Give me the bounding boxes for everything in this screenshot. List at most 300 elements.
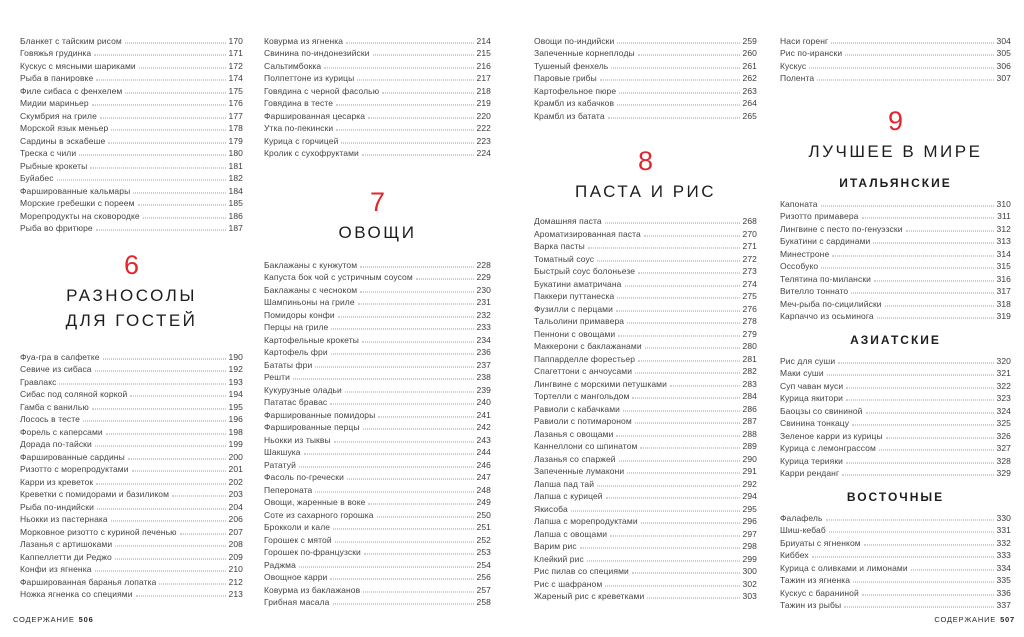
toc-entry [780,196,1011,209]
recipe-title: Перцы на гриле [264,322,329,332]
dot-leader [334,441,474,442]
toc-entry [20,146,243,159]
dot-leader [95,371,226,372]
toc-entry [534,96,757,109]
dot-leader [364,554,474,555]
dot-leader [83,421,226,422]
toc-entry [780,378,1011,391]
recipe-title: Рис по-ирански [780,48,843,58]
toc-entry [264,482,491,495]
toc-entry [20,121,243,134]
page-number: 292 [742,478,757,489]
recipe-title: Курица якитори [780,393,844,403]
toc-entry [534,339,757,352]
toc-entry [20,474,243,487]
recipe-title: Севиче из сибаса [20,364,92,374]
page-number: 302 [742,578,757,589]
recipe-title: Рис пилав со специями [534,566,629,576]
section-title: РАЗНОСОЛЫ [66,286,197,305]
recipe-title: Буйабес [20,173,54,183]
dot-leader [817,80,993,81]
dot-leader [623,410,740,411]
section-header [20,247,243,333]
toc-entry [20,83,243,96]
recipe-title: Баклажаны с кунжутом [264,259,358,270]
toc-entry [264,545,491,558]
dot-leader [95,571,226,572]
page-number: 296 [742,516,757,526]
dot-leader [333,529,473,530]
page-number: 252 [476,534,491,545]
recipe-title: Бриуаты с ягненком [780,537,861,548]
toc-entry-group [534,214,757,602]
dot-leader [616,435,739,436]
recipe-title: Клейкий рис [534,553,584,564]
page-number: 288 [742,428,757,439]
recipe-title: Рыба во фритюре [20,223,93,233]
page-number: 327 [996,443,1011,453]
footer-left-page-number: 506 [78,615,94,624]
page-number: 242 [476,422,491,432]
toc-entry [20,58,243,71]
toc-entry [534,351,757,364]
dot-leader [90,167,225,168]
page-number: 195 [228,401,243,412]
page-number: 289 [742,441,757,451]
dot-leader [879,450,994,451]
section-title: ПАСТА И РИС [574,181,717,201]
dot-leader [829,532,994,533]
toc-entry [780,259,1011,272]
dot-leader [611,67,739,68]
toc-entry [534,576,757,589]
recipe-title: Бланкет с тайским рисом [20,35,122,46]
page-number: 300 [742,566,757,576]
dot-leader [360,266,473,267]
dot-leader [877,318,994,319]
dot-leader [341,142,473,143]
recipe-title: Рататуй [264,459,296,470]
recipe-title: Ковурма из ягненка [264,35,344,46]
dot-leader [94,55,225,56]
toc-entry [534,414,757,427]
toc-entry [20,71,243,84]
toc-entry [534,439,757,452]
dot-leader [617,298,739,299]
recipe-title: Букатини с сардинами [780,236,871,246]
toc-entry [780,71,1011,84]
dot-leader [324,67,473,68]
recipe-title: Каппеллетти ди Реджо [20,551,112,562]
dot-leader [838,362,993,363]
recipe-title: Капоната [780,198,818,209]
dot-leader [580,548,740,549]
toc-entry [264,495,491,508]
toc-entry [264,407,491,420]
recipe-title: Меч-рыба по-сицилийски [780,298,882,309]
recipe-title: Лазанья со спаржей [534,453,616,464]
dot-leader [416,279,474,280]
toc-entry [264,121,491,134]
recipe-title: Лингвине с морскими петушками [534,378,667,389]
dot-leader [378,416,473,417]
dot-leader [133,192,225,193]
toc-entry [534,226,757,239]
toc-entry [534,251,757,264]
recipe-title: Конфи из ягненка [20,564,92,574]
dot-leader [842,475,993,476]
recipe-title: Скумбрия на гриле [20,110,97,121]
recipe-title: Курица с горчицей [264,135,339,146]
page-number: 313 [996,236,1011,246]
page-number: 299 [742,553,757,564]
page-number: 243 [476,434,491,445]
toc-entry-group [534,33,757,121]
toc-entry [780,598,1011,611]
section-header [534,143,757,204]
dot-leader [845,55,993,56]
dot-leader [360,291,473,292]
page-number: 203 [228,489,243,499]
recipe-title: Мидии мариньер [20,98,89,108]
recipe-title: Свинина по-индонезийски [264,48,370,58]
page-number: 204 [228,501,243,512]
page-number: 303 [742,591,757,601]
recipe-title: Тажин из рыбы [780,600,842,610]
dot-leader [864,544,994,545]
toc-entry [20,524,243,537]
recipe-title: Фаршированная цесарка [264,110,366,121]
page-number: 184 [228,185,243,196]
recipe-title: Ковурма из баклажанов [264,584,361,595]
toc-entry [780,209,1011,222]
dot-leader [625,285,740,286]
page-number: 208 [228,539,243,549]
page-number: 287 [742,416,757,426]
dot-leader [846,387,993,388]
dot-leader [608,117,740,118]
page-number: 261 [742,60,757,71]
recipe-title: Фалафель [780,512,823,523]
page-number: 254 [476,559,491,570]
toc-entry [20,587,243,600]
page-number: 190 [228,351,243,362]
page-number: 325 [996,418,1011,428]
toc-entry [20,574,243,587]
toc-entry [20,549,243,562]
toc-entry [534,401,757,414]
recipe-title: Бататы фри [264,359,313,370]
toc-entry [264,557,491,570]
toc-entry [264,420,491,433]
page-number: 317 [996,286,1011,296]
toc-entry [534,276,757,289]
dot-leader [627,473,739,474]
dot-leader [299,466,474,467]
page-number: 297 [742,528,757,539]
recipe-title: Лапша с курицей [534,491,603,501]
recipe-title: Картофельные крокеты [264,334,359,345]
toc-entry [20,487,243,500]
page-number: 207 [228,526,243,537]
toc-entry [20,537,243,550]
page-number: 282 [742,366,757,376]
recipe-title: Шиш-кебаб [780,525,826,535]
page-number: 311 [997,211,1011,221]
page-number: 253 [476,547,491,557]
toc-entry [780,585,1011,598]
dot-leader [635,423,740,424]
page-number: 186 [228,210,243,221]
dot-leader [59,383,225,384]
page-number: 283 [742,378,757,389]
page-number: 310 [996,198,1011,209]
dot-leader [345,391,474,392]
page-number: 249 [476,497,491,507]
dot-leader [640,448,739,449]
page-number: 215 [476,48,491,58]
recipe-title: Горошек по-французски [264,547,361,557]
page-number: 213 [228,589,243,599]
dot-leader [368,117,473,118]
dot-leader [635,373,739,374]
page-number: 268 [742,216,757,226]
recipe-title: Капуста бок чой с устричным соусом [264,272,413,282]
toc-entry [780,46,1011,59]
page-number: 316 [996,273,1011,284]
dot-leader [606,498,740,499]
toc-entry [20,208,243,221]
toc-entry [20,46,243,59]
dot-leader [619,460,740,461]
dot-leader [846,462,994,463]
toc-entry [780,353,1011,366]
dot-leader [844,607,993,608]
dot-leader [873,243,993,244]
recipe-title: Свинина тонкацу [780,418,850,428]
toc-entry [20,171,243,184]
recipe-title: Сибас под соляной коркой [20,389,128,399]
dot-leader [588,248,740,249]
dot-leader [616,310,740,311]
page-number: 201 [228,464,243,474]
toc-entry [780,466,1011,479]
dot-leader [125,92,225,93]
page-number: 174 [228,73,243,83]
toc-entry [780,560,1011,573]
toc-entry [534,376,757,389]
toc-entry [264,432,491,445]
page-number: 337 [996,600,1011,610]
recipe-title: Рис с шафраном [534,578,603,589]
toc-entry [534,214,757,227]
recipe-title: Баоцзы со свининой [780,405,863,416]
section-title: ДЛЯ ГОСТЕЙ [65,311,198,330]
dot-leader [363,591,473,592]
toc-entry [20,108,243,121]
page-number: 319 [996,311,1011,321]
recipe-title: Фасоль по-гречески [264,472,344,482]
toc-entry [534,314,757,327]
toc-entry-group [20,33,243,233]
dot-leader [382,92,473,93]
recipe-title: Морские гребешки с пореем [20,198,135,208]
page-number: 276 [742,303,757,314]
toc-entry [264,332,491,345]
recipe-title: Фузилли с перцами [534,303,613,314]
toc-entry [20,499,243,512]
recipe-title: Томатный соус [534,253,595,264]
dot-leader [826,519,994,520]
toc-entry [780,271,1011,284]
toc-entry [780,403,1011,416]
toc-entry [780,58,1011,71]
dot-leader [96,230,226,231]
page-number: 328 [996,455,1011,466]
toc-entry [780,523,1011,536]
recipe-title: Кролик с сухофруктами [264,148,359,158]
page-number: 177 [228,110,243,121]
recipe-title: Форель с каперсами [20,426,103,437]
toc-entry [780,221,1011,234]
recipe-title: Морковное ризотто с куриной печенью [20,526,177,537]
recipe-title: Треска с чили [20,148,77,158]
page-number: 275 [742,291,757,301]
page-number: 270 [742,228,757,239]
page-number: 318 [996,298,1011,309]
toc-entry [264,307,491,320]
page-number: 305 [996,48,1011,58]
toc-entry [780,453,1011,466]
toc-entry [20,424,243,437]
recipe-title: Ароматизированная паста [534,228,641,239]
dot-leader [377,516,474,517]
page-number: 182 [228,173,243,183]
recipe-title: Карри из креветок [20,476,94,487]
dot-leader [874,280,994,281]
toc-entry [264,345,491,358]
toc-entry [20,399,243,412]
dot-leader [605,585,739,586]
recipe-title: Сардины в эскабеше [20,135,106,146]
page-number: 304 [996,35,1011,46]
footer-right-label: СОДЕРЖАНИЕ [934,615,997,624]
toc-entry [534,46,757,59]
recipe-title: Рыба по-индийски [20,501,94,512]
page-number: 187 [228,223,243,233]
toc-entry [20,437,243,450]
recipe-title: Полпеттоне из курицы [264,73,355,83]
page-number: 280 [742,341,757,351]
toc-entry [264,133,491,146]
dot-leader [331,354,474,355]
recipe-title: Быстрый соус болоньезе [534,266,636,276]
page-number: 271 [742,241,757,251]
dot-leader [885,305,994,306]
page-number: 246 [476,459,491,470]
dot-leader [617,42,739,43]
dot-leader [139,67,226,68]
toc-entry [534,58,757,71]
recipe-title: Равиоли с кабачками [534,403,620,414]
page-number: 335 [996,575,1011,585]
page-number: 171 [228,48,243,58]
dot-leader [299,566,474,567]
toc-entry [534,326,757,339]
recipe-title: Баклажаны с чесноком [264,284,358,295]
toc-column-1 [20,33,243,599]
recipe-title: Ножка ягненка со специями [20,589,133,599]
toc-entry [780,391,1011,404]
toc-entry [780,366,1011,379]
page-number: 231 [476,297,491,307]
toc-entry-group [264,33,491,158]
dot-leader [347,479,474,480]
subsection-title: ИТАЛЬЯНСКИЕ [839,176,952,190]
toc-entry [534,389,757,402]
section-number: 7 [369,187,386,217]
toc-entry [20,562,243,575]
page-number: 278 [742,316,757,326]
recipe-title: Филе сибаса с фенхелем [20,85,123,96]
dot-leader [111,130,225,131]
dot-leader [605,223,740,224]
page-number: 212 [228,576,243,587]
page-number: 334 [996,562,1011,573]
toc-entry [264,395,491,408]
recipe-title: Суп чаван муси [780,380,844,391]
toc-entry [20,96,243,109]
page-number: 247 [476,472,491,482]
toc-entry [780,535,1011,548]
recipe-title: Кускус с бараниной [780,587,859,598]
dot-leader [911,569,994,570]
page-number: 222 [476,123,491,133]
recipe-title: Соте из сахарного горошка [264,509,374,520]
toc-entry [534,501,757,514]
dot-leader [851,293,993,294]
recipe-title: Маккерони с баклажанами [534,341,642,351]
dot-leader [138,205,226,206]
footer-left-label: СОДЕРЖАНИЕ [13,615,75,624]
toc-entry [264,507,491,520]
recipe-title: Зеленое карри из курицы [780,430,883,441]
toc-entry [20,449,243,462]
recipe-title: Каннеллони со шпинатом [534,441,638,451]
dot-leader [143,217,226,218]
dot-leader [128,458,226,459]
section-number: 6 [123,250,140,280]
recipe-title: Ньокки из тыквы [264,434,331,445]
recipe-title: Шакшука [264,447,301,457]
recipe-title: Картофельное пюре [534,85,617,96]
toc-entry [534,426,757,439]
page-number: 224 [476,148,491,158]
toc-entry [264,33,491,46]
section-title: ОВОЩИ [338,223,417,242]
page-number: 321 [996,368,1011,378]
page-number: 312 [996,223,1011,234]
toc-entry [780,416,1011,429]
page-number: 241 [476,409,491,420]
dot-leader [331,329,473,330]
toc-entry [534,301,757,314]
page-number: 290 [742,453,757,464]
recipe-title: Варим рис [534,541,577,551]
dot-leader [96,483,225,484]
section-number: 9 [887,106,904,136]
recipe-title: Помидоры конфи [264,309,335,320]
